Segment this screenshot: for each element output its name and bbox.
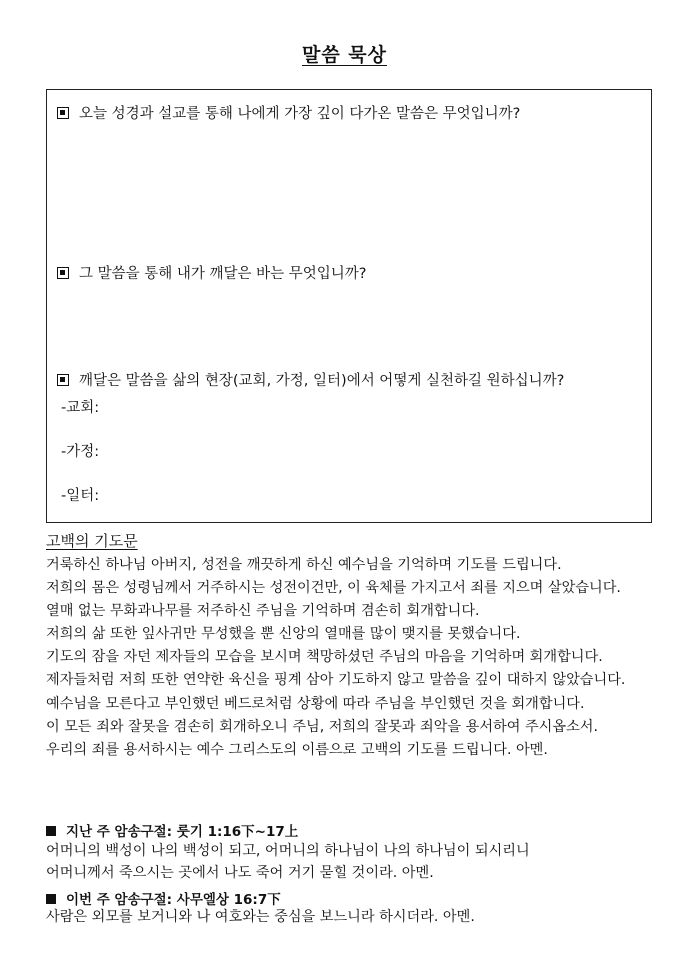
prayer-line: 제자들처럼 저희 또한 연약한 육신을 핑계 삼아 기도하지 않고 말씀을 깊이 대하지 않았습니다. [46, 672, 626, 689]
question-1 [57, 102, 520, 123]
meditation-box [46, 89, 652, 523]
prayer-line: 기도의 잠을 자던 제자들의 모습을 보시며 책망하셨던 주님의 마음을 기억하며 회개합니다. [46, 649, 603, 666]
verse-line: 사람은 외모를 보거니와 나 여호와는 중심을 보느니라 하시더라. 아멘. [46, 909, 475, 925]
square-bullet-icon [46, 894, 56, 904]
prayer-line: 우리의 죄를 용서하시는 예수 그리스도의 이름으로 고백의 기도를 드립니다. 아멘. [46, 741, 548, 758]
prayer-line: 거룩하신 하나님 아버지, 성전을 깨끗하게 하신 예수님을 기억하며 기도를 드립니다. [46, 557, 562, 573]
square-bullet-icon [57, 267, 69, 279]
question-1-text: 오늘 성경과 설교를 통해 나에게 가장 깊이 다가온 말씀은 무엇입니까? [79, 106, 521, 122]
this-week-verse-heading: 이번 주 암송구절: 사무엘상 16:7下 [46, 888, 281, 908]
prayer-line: 저희의 삶 또한 잎사귀만 무성했을 뿐 신앙의 열매를 많이 맺지를 못했습니다. [46, 626, 521, 643]
prayer-line: 열매 없는 무화과나무를 저주하신 주님을 기억하며 겸손히 회개합니다. [46, 603, 480, 620]
verse-line: 어머니께서 죽으시는 곳에서 나도 죽어 거기 묻힐 것이라. 아멘. [46, 865, 434, 881]
this-week-verse [46, 906, 475, 928]
church-label: -교회: [61, 400, 100, 416]
page-title: 말씀 묵상 [301, 44, 388, 66]
square-bullet-icon [57, 107, 69, 119]
last-week-verse-heading: 지난 주 암송구절: 룻기 1:16下~17上 [46, 820, 298, 840]
prayer-title: 고백의 기도문 [46, 532, 138, 550]
prayer-line: 이 모든 죄와 잘못을 겸손히 회개하오니 주님, 저희의 잘못과 죄악을 용서하여 주시옵소서. [46, 718, 599, 735]
verse-line: 어머니의 백성이 나의 백성이 되고, 어머니의 하나님이 나의 하나님이 되시리니 [46, 843, 530, 859]
square-bullet-icon [46, 826, 56, 836]
prayer-line: 예수님을 모른다고 부인했던 베드로처럼 상황에 따라 주님을 부인했던 것을 회개합니다. [46, 695, 585, 712]
question-3 [57, 369, 564, 390]
last-week-verse [46, 840, 530, 884]
question-3-text: 깨달은 말씀을 삶의 현장(교회, 가정, 일터)에서 어떻게 실천하길 원하십니까? [79, 373, 565, 389]
work-label: -일터: [61, 488, 100, 504]
question-2 [57, 262, 366, 283]
prayer-body [46, 554, 686, 762]
prayer-line: 저희의 몸은 성령님께서 거주하시는 성전이건만, 이 육체를 가지고서 죄를 지으며 살았습니다. [46, 580, 621, 597]
home-label: -가정: [61, 444, 100, 460]
question-2-text: 그 말씀을 통해 내가 깨달은 바는 무엇입니까? [79, 266, 367, 282]
square-bullet-icon [57, 374, 69, 386]
